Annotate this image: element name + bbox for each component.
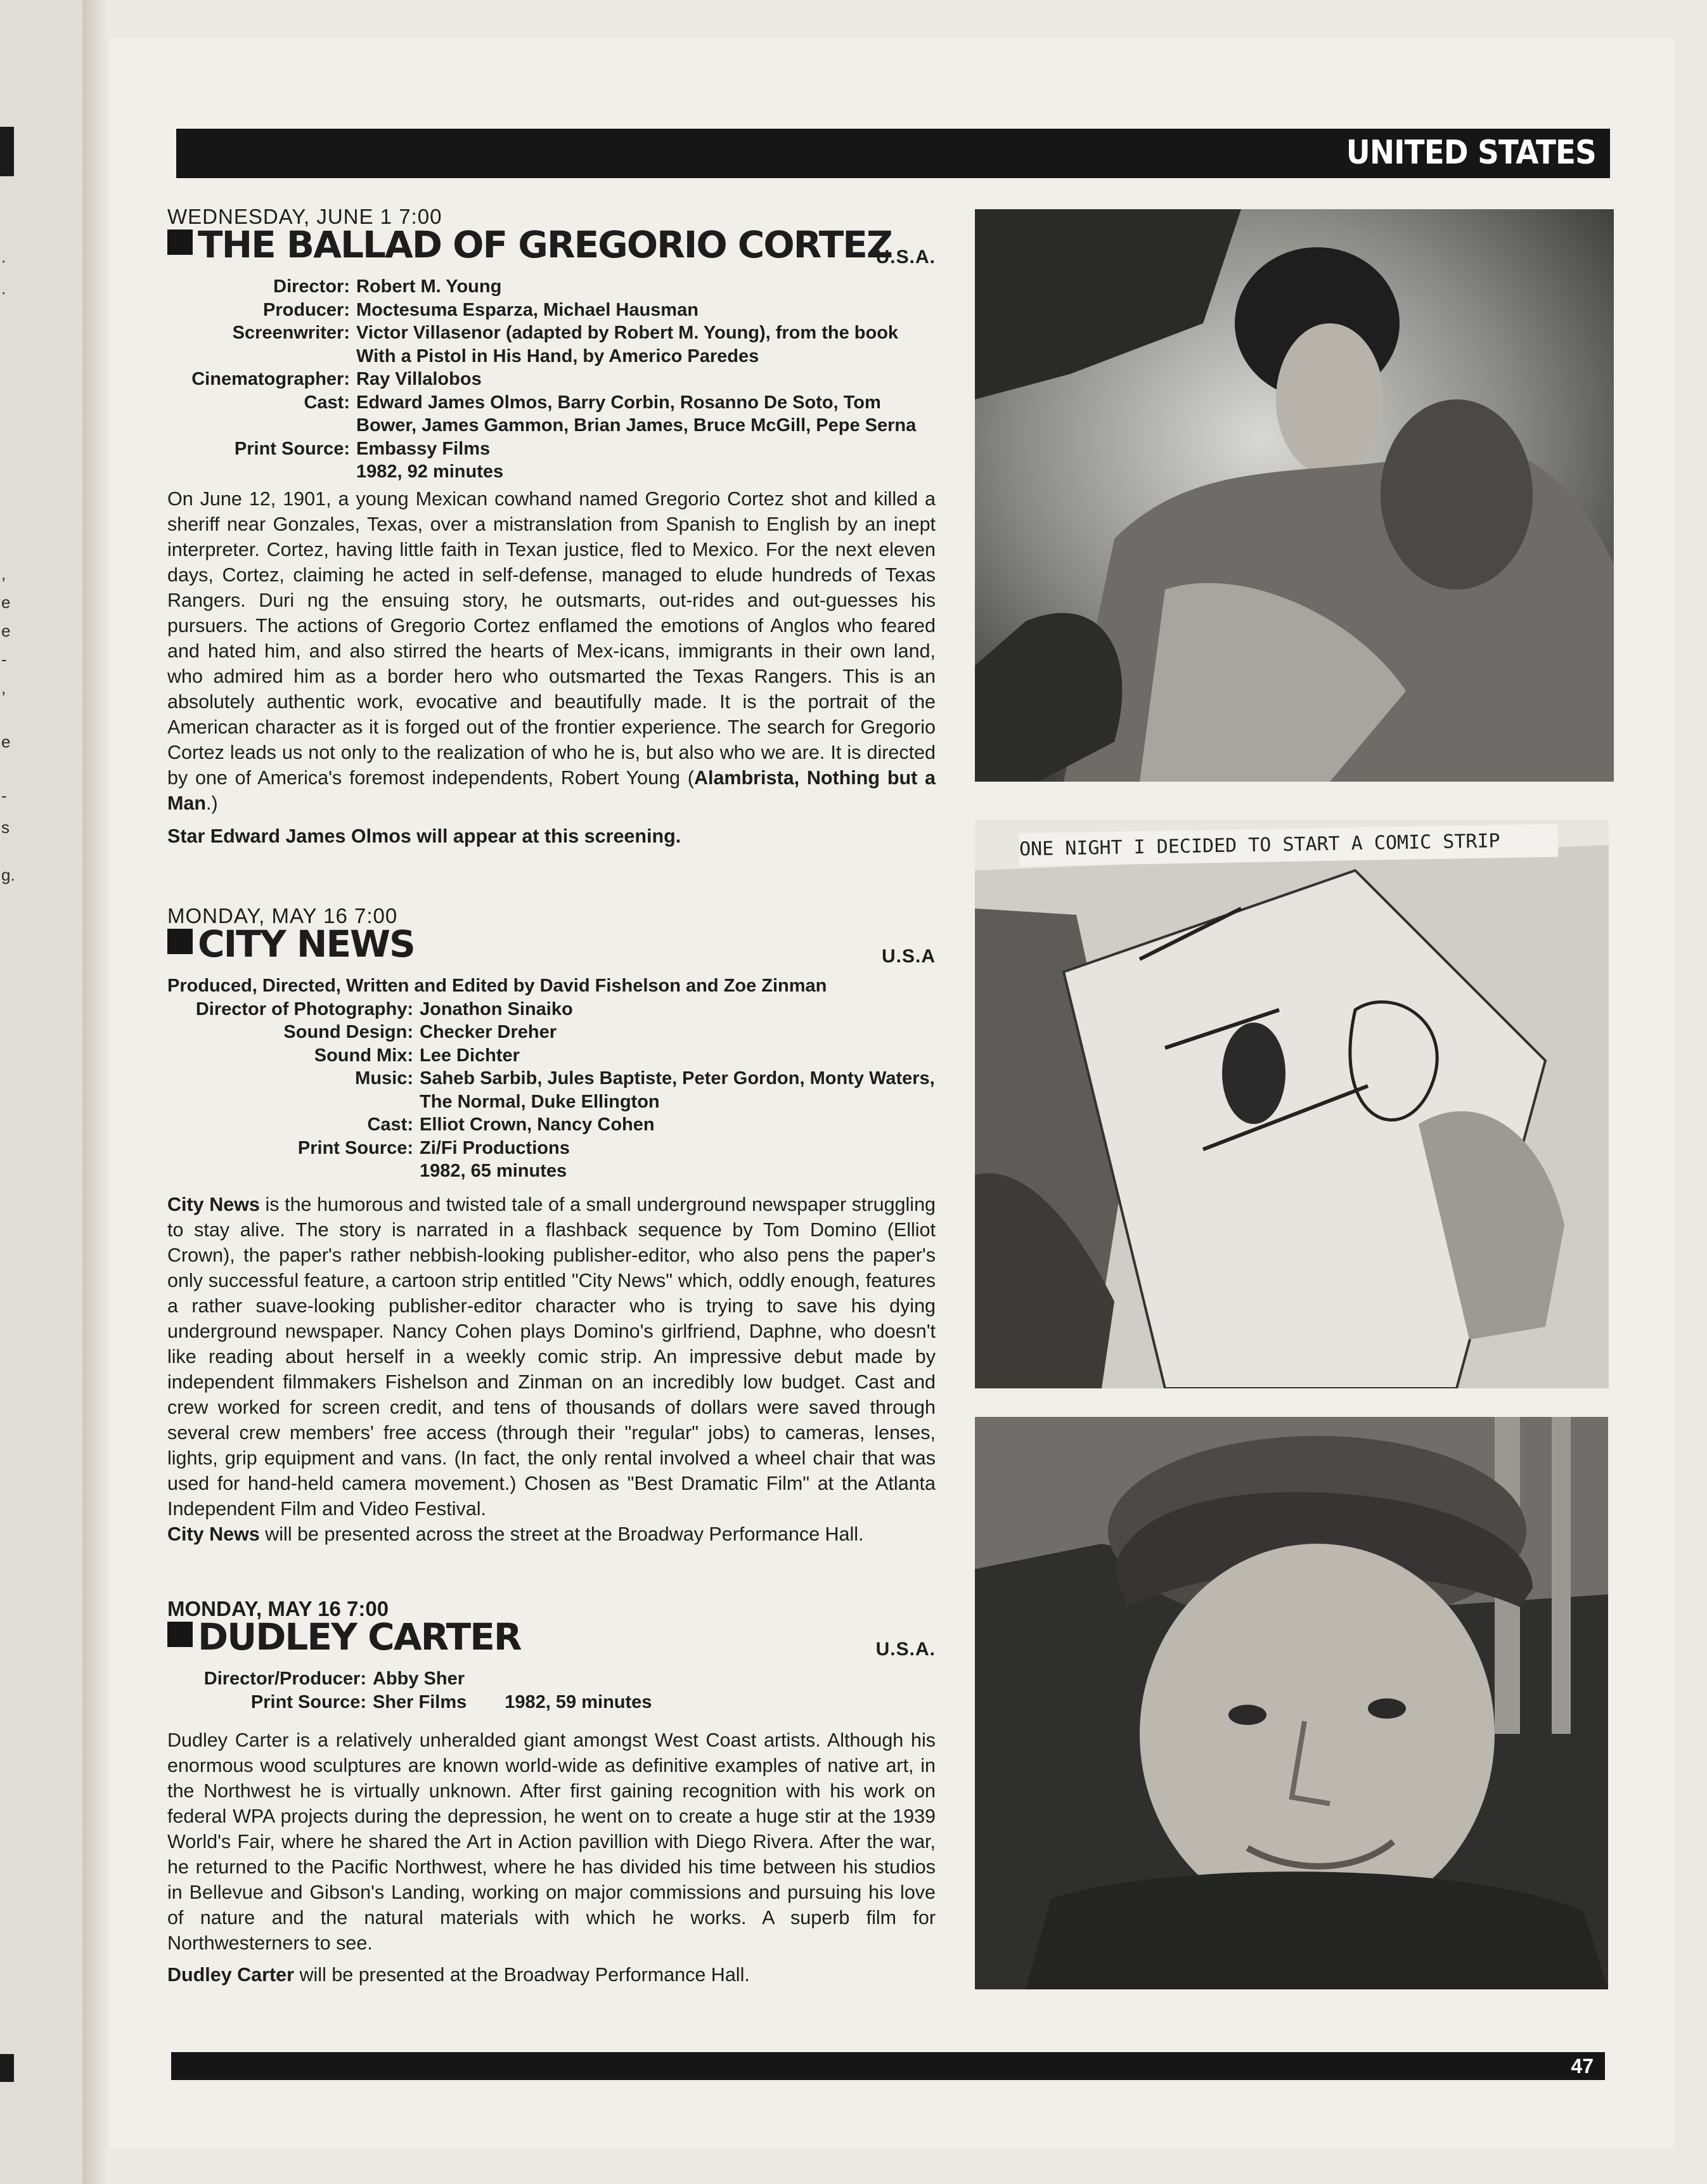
film-title <box>167 1615 936 1667</box>
credit-value: Lee Dichter <box>420 1045 520 1066</box>
credit-lead: Produced, Directed, Written and Edited by David Fishelson and Zoe Zinman <box>167 976 827 996</box>
credit-value: Zi/Fi Productions <box>420 1137 570 1158</box>
credit-value: 1982, 65 minutes <box>420 1161 567 1181</box>
credit-value: Checker Dreher <box>420 1022 557 1042</box>
title-square-bullet <box>167 929 193 954</box>
film-synopsis <box>167 1192 936 1522</box>
credit-row <box>167 998 936 1021</box>
note-lead: City News <box>167 1523 260 1545</box>
credit-value: Abby Sher <box>373 1669 465 1689</box>
credit-row <box>167 437 936 461</box>
credit-row <box>167 1667 936 1691</box>
credit-row <box>167 1067 936 1113</box>
footer-bar <box>171 2052 1605 2080</box>
film-entry-city-news <box>167 903 936 1547</box>
facing-page-fragment: e <box>1 621 11 640</box>
facing-page-fragment: . <box>1 279 6 298</box>
film-entry-gregorio-cortez <box>167 204 936 849</box>
title-square-bullet <box>167 229 193 255</box>
synopsis-end: .) <box>206 792 218 814</box>
credit-label: Cast: <box>367 1115 413 1135</box>
facing-page-fragment: , <box>1 678 6 697</box>
credit-row <box>167 275 936 299</box>
credit-value: Victor Villasenor (adapted by Robert M. Young), from the book With a Pistol in His Hand, by Americo Paredes <box>356 323 899 366</box>
credit-value: Jonathon Sinaiko <box>420 998 573 1019</box>
synopsis-lead: City News <box>167 1193 260 1215</box>
credit-value: Robert M. Young <box>356 276 502 297</box>
screening-datetime: MONDAY, MAY 16 7:00 <box>167 904 398 927</box>
film-title-text: DUDLEY CARTER <box>198 1615 521 1658</box>
film-title-text: CITY NEWS <box>198 922 415 966</box>
credit-value: Ray Villalobos <box>356 369 482 389</box>
film-title <box>167 223 936 275</box>
film-credits <box>167 974 936 1183</box>
credit-value: Moctesuma Esparza, Michael Hausman <box>356 299 699 320</box>
credit-label: Print Source: <box>234 438 350 459</box>
film-country: U.S.A. <box>875 1639 936 1660</box>
film-credits <box>167 275 936 484</box>
facing-page-fragment: s <box>1 818 10 837</box>
credit-row <box>167 1160 936 1183</box>
still-photo-dudley-carter <box>975 1417 1608 1989</box>
credit-value: Saheb Sarbib, Jules Baptiste, Peter Gordon, Monty Waters, The Normal, Duke Ellington <box>420 1068 935 1112</box>
title-square-bullet <box>167 1622 193 1647</box>
facing-page-bar-bottom <box>0 2054 14 2082</box>
credit-label: Sound Mix: <box>314 1045 413 1066</box>
film-synopsis: Dudley Carter is a relatively unheralded giant amongst West Coast artists. Although his enormous wood sculptures are known world-wide as definitive examples of native art, in the Northwest he is virtually unknown. After first gaining recognition with his work on federal WPA projects during the depression, he went on to create a huge stir at the 1939 World's Fair, where he shared the Art in Action pavillion with Diego Rivera. After the war, he returned to the Pacific Northwest, where he has divided his time between his studios in Bellevue and Gibson's Landing, working on major commissions and pursuing his love of nature and the natural materials with which he works. A superb film for Northwesterners to see. <box>167 1729 936 1954</box>
note-text: will be presented at the Broadway Performance Hall. <box>294 1964 750 1986</box>
credit-label: Cinematographer: <box>191 369 350 389</box>
facing-page-fragment: , <box>1 564 6 583</box>
section-title: UNITED STATES <box>1346 134 1596 172</box>
credit-row <box>167 1044 936 1068</box>
year-runtime: 1982, 59 minutes <box>505 1691 652 1712</box>
credit-label <box>167 1160 420 1183</box>
credit-row <box>167 299 936 322</box>
credit-label: Music: <box>355 1068 413 1089</box>
print-source: Sher Films <box>373 1691 467 1712</box>
screening-note <box>167 1962 936 1987</box>
credit-label: Producer: <box>263 299 350 320</box>
credit-label: Print Source: <box>297 1137 413 1158</box>
credit-label: Screenwriter: <box>232 323 350 343</box>
film-credits <box>167 1667 936 1714</box>
credit-value: Embassy Films <box>356 438 491 459</box>
credit-row <box>167 321 936 368</box>
credit-row <box>167 460 936 484</box>
page-number: 47 <box>1571 2055 1594 2077</box>
credit-label: Director of Photography: <box>195 998 413 1019</box>
facing-page-fragment: e <box>1 593 11 612</box>
facing-page-fragment: - <box>1 650 7 669</box>
credit-label: Director/Producer: <box>203 1669 366 1689</box>
screening-datetime: WEDNESDAY, JUNE 1 7:00 <box>167 205 442 228</box>
credit-label <box>167 460 356 484</box>
credit-label: Sound Design: <box>283 1022 413 1042</box>
credit-value: Edward James Olmos, Barry Corbin, Rosanno De Soto, Tom Bower, James Gammon, Brian James, Bruce McGill, Pepe Serna <box>356 392 917 436</box>
film-country: U.S.A. <box>875 247 936 268</box>
credit-value: 1982, 92 minutes <box>356 462 504 482</box>
credit-row <box>167 1021 936 1044</box>
synopsis-text: is the humorous and twisted tale of a small underground newspaper struggling to stay alive. The story is narrated in a flashback sequence by Tom Domino (Elliot Crown), the paper's rather nebbish-looking publisher-editor, who also pens the paper's only successful feature, a cartoon strip entitled "City News" which, oddly enough, features a rather suave-looking publisher-editor character who is trying to save his dying underground newspaper. Nancy Cohen plays Domino's girlfriend, Daphne, who doesn't like reading about herself in a weekly comic strip. An impressive debut made by independent filmmakers Fishelson and Zinman on an incredibly low budget. Cast and crew worked for screen credit, and tens of thousands of dollars were saved through several crew members' free access (through their "regular" jobs) to cameras, lenses, lights, grip equipment and vans. (In fact, the only rental involved a wheel chair that was used for hand-held camera movement.) Chosen as "Best Dramatic Film" at the Atlanta Independent Film and Video Festival. <box>167 1193 936 1520</box>
facing-page-fragment: g. <box>1 865 15 884</box>
facing-page-bar-top <box>0 127 14 176</box>
film-country: U.S.A <box>881 946 936 967</box>
facing-page-fragment: - <box>1 786 7 805</box>
credit-label: Print Source: <box>250 1691 366 1712</box>
credit-row <box>167 1113 936 1137</box>
note-text: will be presented across the street at the Broadway Performance Hall. <box>259 1523 864 1545</box>
film-synopsis <box>167 486 936 816</box>
film-entry-dudley-carter <box>167 1596 936 1987</box>
binding-shadow <box>82 0 108 2184</box>
still-photo-gregorio-cortez <box>975 209 1614 782</box>
credit-label: Director: <box>273 276 350 297</box>
synopsis-works: Alambrista, Nothing but a Man <box>167 766 936 814</box>
section-header-bar <box>176 129 1610 178</box>
screening-note: Star Edward James Olmos will appear at this screening. <box>167 825 681 847</box>
credit-value: Elliot Crown, Nancy Cohen <box>420 1115 655 1135</box>
credit-list <box>167 998 936 1183</box>
film-title-text: THE BALLAD OF GREGORIO CORTEZ <box>198 223 892 266</box>
credit-row <box>167 1137 936 1160</box>
screening-datetime: MONDAY, MAY 16 7:00 <box>167 1597 389 1620</box>
credit-value <box>373 1691 936 1714</box>
screening-note <box>167 1522 936 1547</box>
credit-label: Cast: <box>304 392 350 413</box>
note-lead: Dudley Carter <box>167 1964 295 1986</box>
credit-row <box>167 1691 936 1714</box>
film-title <box>167 922 936 974</box>
facing-page-fragment: . <box>1 247 6 266</box>
facing-page-fragment: e <box>1 732 11 751</box>
synopsis-text: On June 12, 1901, a young Mexican cowhand named Gregorio Cortez shot and killed a sheriff near Gonzales, Texas, over a mistranslation from Spanish to English by an inept interpreter. Cortez, having little faith in Texan justice, fled to Mexico. For the next eleven days, Cortez, claiming he acted in self-defense, managed to elude hundreds of Texas Rangers. Duri ng the ensuing story, he outsmarts, out-rides and out-guesses his pursuers. The actions of Gregorio Cortez enflamed the emotions of Anglos who feared and hated him, and also stirred the hearts of Mex-icans, immigrants in their own land, who admired him as a border hero who outsmarted the Texas Rangers. This is an absolutely authentic work, evocative and beautifully made. It is the portrait of the American character as it is forged out of the frontier experience. The search for Gregorio Cortez leads us not only to the realization of who he is, but also who we are. It is directed by one of America's foremost independents, Robert Young ( <box>167 488 936 789</box>
comic-strip-caption: ONE NIGHT I DECIDED TO START A COMIC STRIP <box>1019 824 1559 867</box>
credit-row <box>167 368 936 391</box>
still-photo-city-news <box>975 820 1609 1388</box>
credit-row <box>167 391 936 437</box>
